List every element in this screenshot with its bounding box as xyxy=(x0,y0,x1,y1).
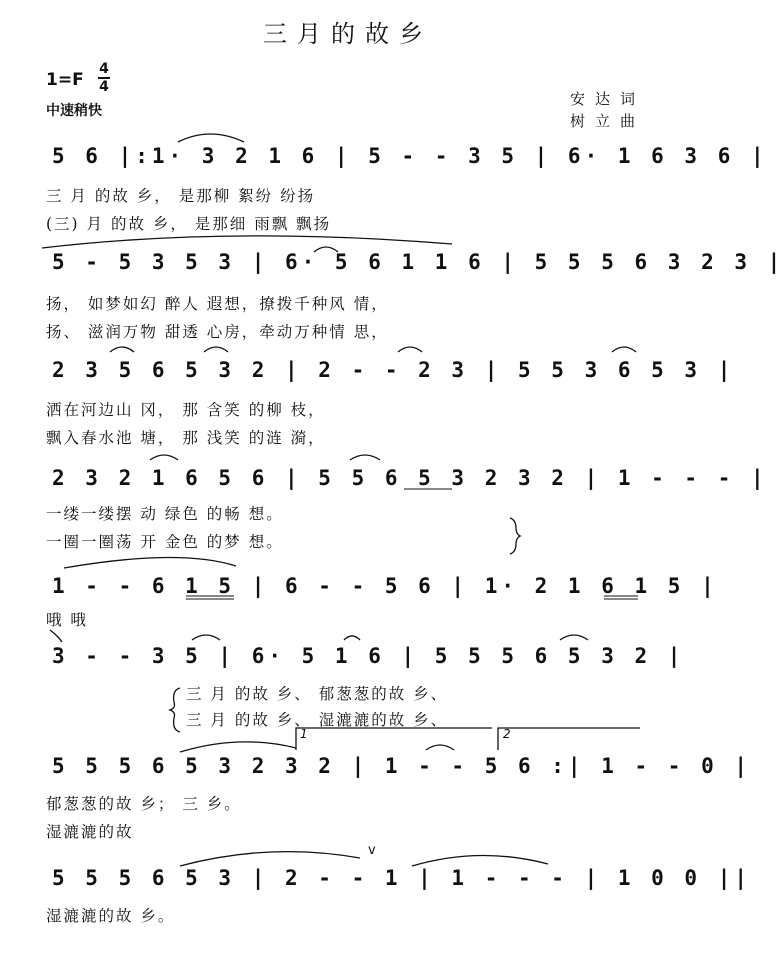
tie-arc xyxy=(180,852,360,866)
notation-line-5: 1 - - 6 1 5 | 6 - - 5 6 | 1· 2 1 6 1 5 | xyxy=(52,574,718,598)
lyric-line-6a: 三 月 的故 乡、 郁葱葱的故 乡、 xyxy=(186,685,449,703)
key-signature: 1=F xyxy=(46,70,84,90)
tie-arc xyxy=(50,630,62,642)
time-signature-top: 4 xyxy=(99,61,109,77)
brace xyxy=(510,518,520,554)
notation-line-7: 5 5 5 6 5 3 2 3 2 | 1 - - 5 6 :| 1 - - 0 | xyxy=(52,754,752,778)
notation-line-6: 3 - - 3 5 | 6· 5 1 6 | 5 5 5 6 5 3 2 | xyxy=(52,644,685,668)
tie-arc xyxy=(426,745,454,750)
lyric-line-2b: 扬、 滋润万物 甜透 心房，牵动万种情 思， xyxy=(46,323,389,341)
tie-arc xyxy=(560,635,588,640)
tie-arc xyxy=(412,855,548,866)
lyric-line-6b: 三 月 的故 乡、 湿漉漉的故 乡、 xyxy=(186,711,449,729)
tie-arc xyxy=(192,635,220,640)
time-signature-bottom: 4 xyxy=(99,79,109,95)
lyricist-credit: 安达词 xyxy=(570,90,646,108)
volta-1-label: 1 xyxy=(300,727,308,741)
lyric-line-3a: 洒在河边山 冈， 那 含笑 的柳 枝， xyxy=(46,401,326,419)
notation-line-8: 5 5 5 6 5 3 | 2 - - 1 | 1 - - - | 1 0 0 || xyxy=(52,866,752,890)
notation-line-2: 5 - 5 3 5 3 | 6· 5 6 1 1 6 | 5 5 5 6 3 2 3 | xyxy=(52,250,784,274)
tie-arc xyxy=(178,134,244,142)
tie-arc xyxy=(204,347,228,352)
breath-mark: v xyxy=(368,843,376,858)
composer-credit: 树立曲 xyxy=(570,112,646,130)
song-title: 三月的故乡 xyxy=(263,20,433,48)
tie-arc xyxy=(350,455,380,460)
tie-arc xyxy=(150,455,178,460)
tie-arc xyxy=(64,557,236,568)
lyric-line-1a: 三 月 的故 乡， 是那柳 絮纷 纷扬 xyxy=(46,187,316,205)
notation-line-3: 2 3 5 6 5 3 2 | 2 - - 2 3 | 5 5 3 6 5 3 | xyxy=(52,358,735,382)
volta-2-label: 2 xyxy=(503,727,511,741)
tie-arc xyxy=(314,247,338,252)
lyric-line-8: 湿漉漉的故 乡。 xyxy=(46,907,176,925)
tie-arc xyxy=(398,347,422,352)
tie-arc xyxy=(344,636,360,640)
volta-bracket xyxy=(296,728,492,750)
lyric-line-4a: 一缕一缕摆 动 绿色 的畅 想。 xyxy=(46,505,284,523)
tie-arc xyxy=(110,347,134,352)
lyric-line-3b: 飘入春水池 塘， 那 浅笑 的涟 漪， xyxy=(46,429,326,447)
brace xyxy=(170,688,180,732)
lyric-line-4b: 一圈一圈荡 开 金色 的梦 想。 xyxy=(46,533,284,551)
tie-arc xyxy=(42,236,452,248)
volta-bracket xyxy=(498,728,640,750)
lyric-line-5: 哦 哦 xyxy=(46,611,88,629)
notation-line-4: 2 3 2 1 6 5 6 | 5 5 6 5 3 2 3 2 | 1 - - - | xyxy=(52,466,768,490)
lyric-line-1b: (三) 月 的故 乡， 是那细 雨飘 飘扬 xyxy=(46,215,332,233)
lyric-line-2a: 扬， 如梦如幻 醉人 遐想，撩拨千种风 情， xyxy=(46,295,389,313)
notation-line-1: 5 6 |:1· 3 2 1 6 | 5 - - 3 5 | 6· 1 6 3 6 | xyxy=(52,144,768,168)
tempo-marking: 中速稍快 xyxy=(46,103,102,119)
tie-arc xyxy=(180,742,296,752)
tie-arc xyxy=(612,347,636,352)
lyric-line-7b: 湿漉漉的故 xyxy=(46,823,134,841)
lyric-line-7a: 郁葱葱的故 乡； 三 乡。 xyxy=(46,795,242,813)
